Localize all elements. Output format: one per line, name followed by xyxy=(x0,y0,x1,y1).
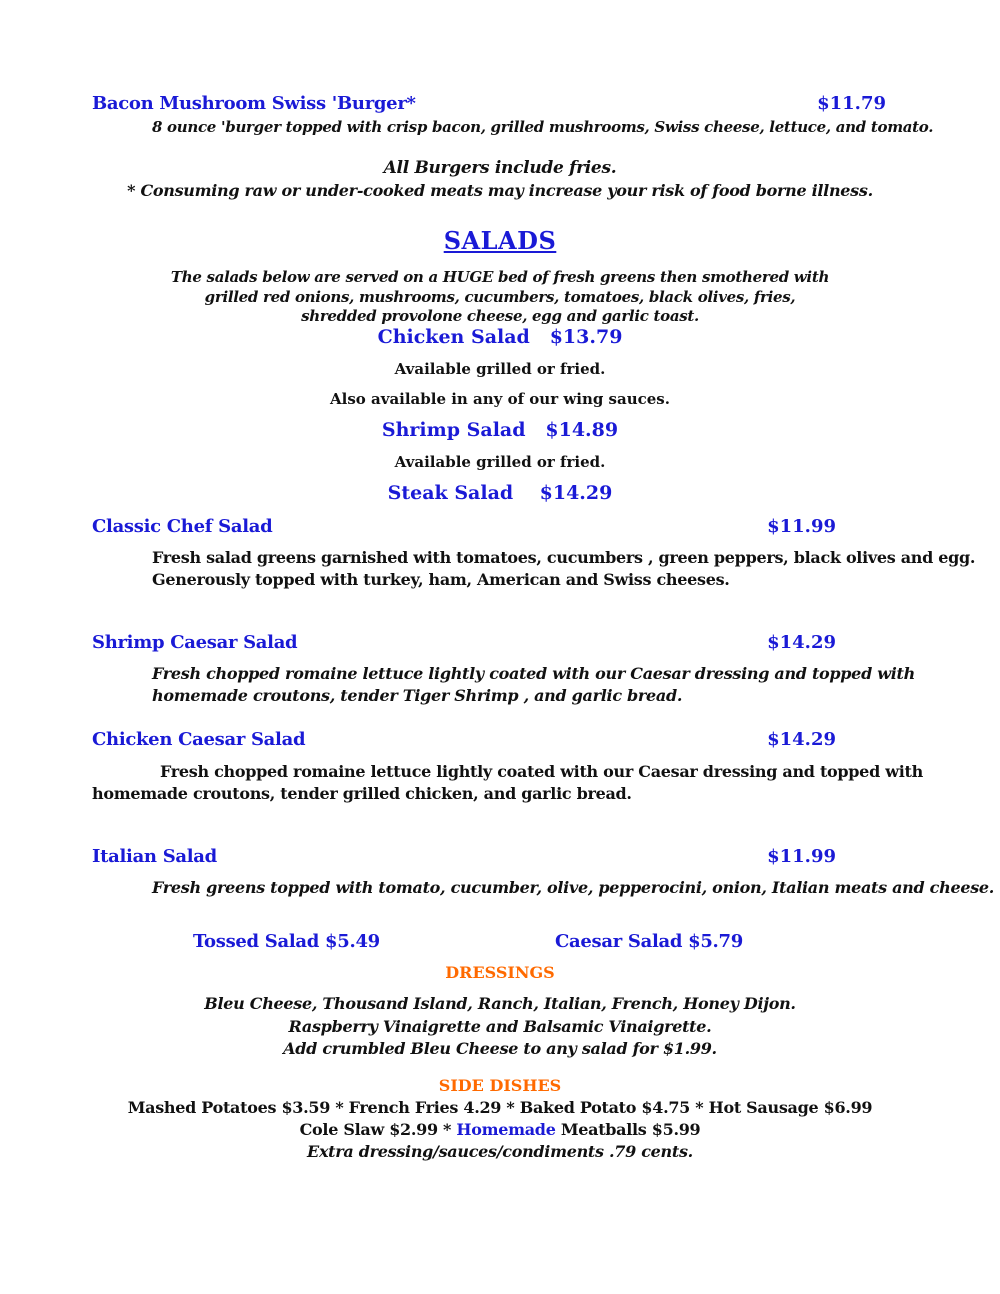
tossed-salad: Tossed Salad $5.49 xyxy=(193,931,380,952)
shrimp-caesar-name: Shrimp Caesar Salad xyxy=(92,632,298,653)
steak-salad xyxy=(0,482,1000,504)
burger-description: 8 ounce 'burger topped with crisp bacon, grilled mushrooms, Swiss cheese, lettuce, and tomato. xyxy=(152,118,934,136)
shrimp-salad-name: Shrimp Salad xyxy=(381,419,526,441)
shrimp-salad-note: Available grilled or fried. xyxy=(394,453,606,471)
dressings-line-1: Bleu Cheese, Thousand Island, Ranch, Italian, French, Honey Dijon. xyxy=(204,994,796,1013)
chicken-caesar-price: $14.29 xyxy=(767,729,836,750)
side-dishes-line-3: Extra dressing/sauces/condiments .79 cents. xyxy=(307,1142,693,1161)
homemade-text: Homemade xyxy=(456,1120,556,1139)
shrimp-caesar-desc-2: homemade croutons, tender Tiger Shrimp , and garlic bread. xyxy=(152,686,683,705)
dressings-line-2: Raspberry Vinaigrette and Balsamic Vinaigrette. xyxy=(288,1017,712,1036)
chicken-salad-note-2: Also available in any of our wing sauces. xyxy=(330,390,670,408)
side-dishes-line-2 xyxy=(0,1120,1000,1139)
burger-note-fries: All Burgers include fries. xyxy=(383,158,617,178)
chicken-salad xyxy=(0,326,1000,348)
meatballs-text: Meatballs $5.99 xyxy=(555,1120,701,1139)
steak-salad-price: $14.29 xyxy=(539,482,613,504)
salads-intro-line-1: The salads below are served on a HUGE bed of fresh greens then smothered with xyxy=(170,268,830,286)
italian-salad-price: $11.99 xyxy=(767,846,836,867)
chef-salad-desc-2: Generously topped with turkey, ham, American and Swiss cheeses. xyxy=(152,570,730,589)
chef-salad-price: $11.99 xyxy=(767,516,836,537)
salads-title: SALADS xyxy=(443,226,557,255)
shrimp-caesar-price: $14.29 xyxy=(767,632,836,653)
side-dishes-line-1: Mashed Potatoes $3.59 * French Fries 4.29 * Baked Potato $4.75 * Hot Sausage $6.99 xyxy=(127,1098,873,1117)
side-dishes-title: SIDE DISHES xyxy=(438,1076,562,1095)
italian-salad-desc: Fresh greens topped with tomato, cucumber, olive, pepperocini, onion, Italian meats and cheese. xyxy=(152,878,995,897)
shrimp-salad xyxy=(0,419,1000,441)
burger-note-warning: * Consuming raw or under-cooked meats may increase your risk of food borne illness. xyxy=(127,181,873,200)
chicken-caesar-desc-2: homemade croutons, tender grilled chicken, and garlic bread. xyxy=(92,784,632,803)
salads-intro-line-3: shredded provolone cheese, egg and garlic toast. xyxy=(301,307,699,325)
chicken-salad-note-1: Available grilled or fried. xyxy=(394,360,606,378)
steak-salad-name: Steak Salad xyxy=(387,482,514,504)
salads-intro-line-2: grilled red onions, mushrooms, cucumbers, tomatoes, black olives, fries, xyxy=(204,288,796,306)
burger-price: $11.79 xyxy=(817,93,886,114)
chicken-salad-price: $13.79 xyxy=(549,326,623,348)
dressings-title: DRESSINGS xyxy=(445,963,555,982)
chicken-caesar-desc-1: Fresh chopped romaine lettuce lightly coated with our Caesar dressing and topped with xyxy=(160,762,923,781)
chef-salad-desc-1: Fresh salad greens garnished with tomatoes, cucumbers , green peppers, black olives and egg. xyxy=(152,548,976,567)
caesar-salad-small: Caesar Salad $5.79 xyxy=(555,931,743,952)
cole-slaw-text: Cole Slaw $2.99 * xyxy=(299,1120,457,1139)
chicken-salad-name: Chicken Salad xyxy=(377,326,530,348)
italian-salad-name: Italian Salad xyxy=(92,846,217,867)
dressings-line-3: Add crumbled Bleu Cheese to any salad for $1.99. xyxy=(283,1039,717,1058)
shrimp-salad-price: $14.89 xyxy=(545,419,619,441)
chicken-caesar-name: Chicken Caesar Salad xyxy=(92,729,306,750)
burger-name: Bacon Mushroom Swiss 'Burger* xyxy=(92,93,416,114)
chef-salad-name: Classic Chef Salad xyxy=(92,516,273,537)
shrimp-caesar-desc-1: Fresh chopped romaine lettuce lightly coated with our Caesar dressing and topped with xyxy=(152,664,915,683)
